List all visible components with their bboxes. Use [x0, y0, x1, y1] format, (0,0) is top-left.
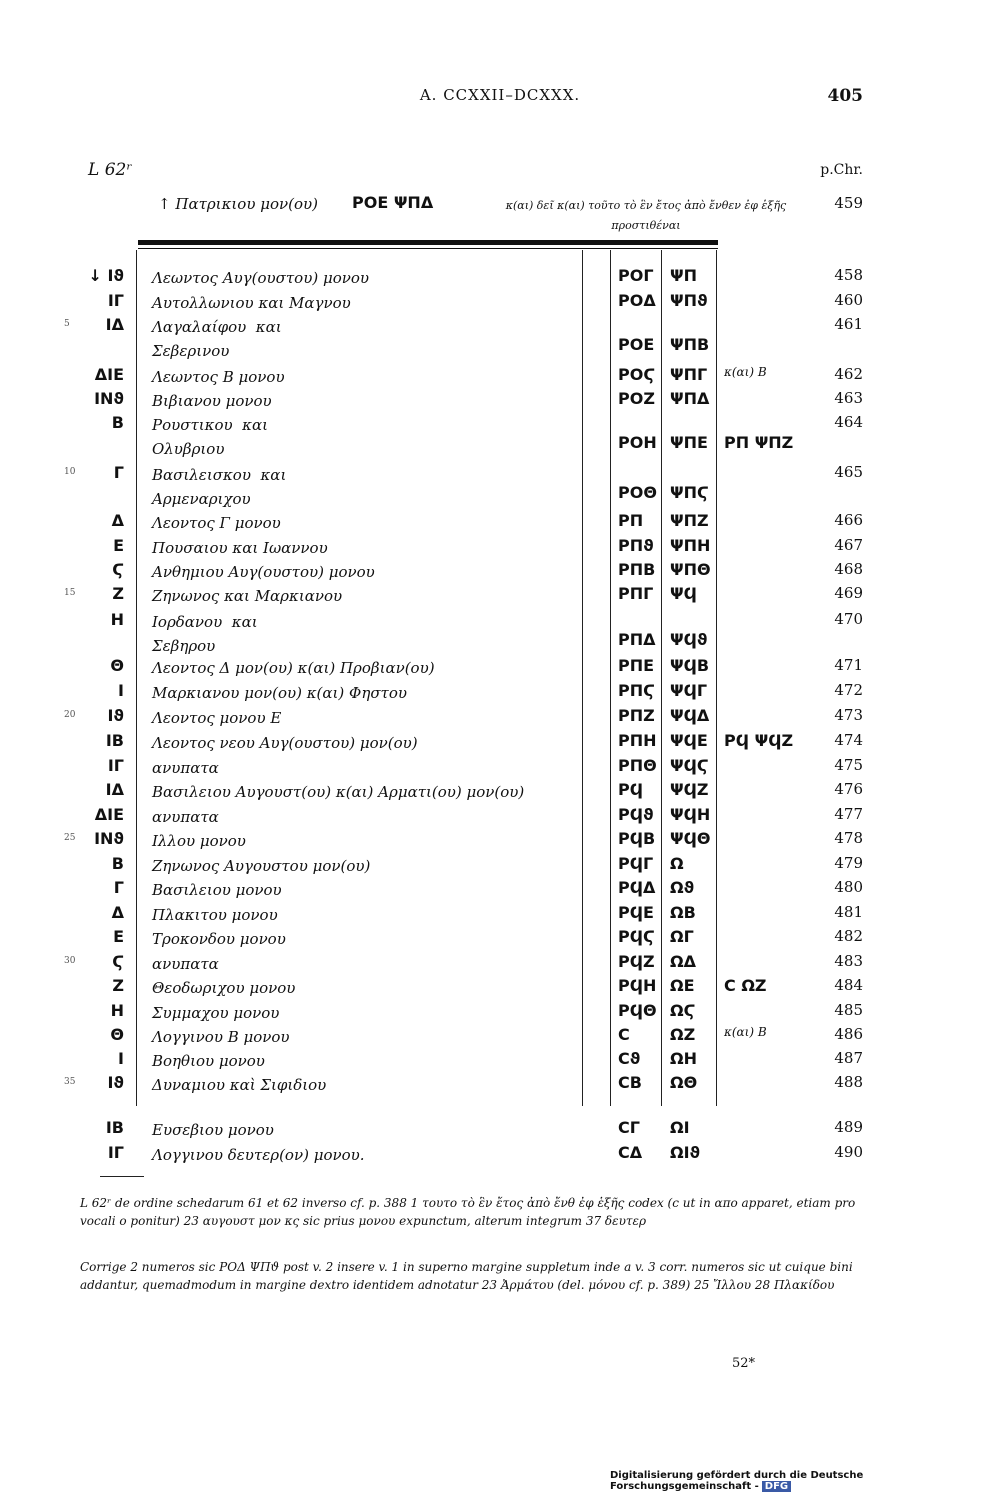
- year-era: ΨϤΘ: [670, 829, 711, 848]
- year-alexandrian: ΡΟΖ: [618, 389, 655, 408]
- christian-year: 475: [834, 756, 863, 774]
- year-era: ΨϤΔ: [670, 706, 710, 725]
- year-era: ΨϤΕ: [670, 731, 708, 750]
- year-era: ΨϤϑ: [670, 630, 708, 649]
- year-alexandrian: Ϲ: [618, 1025, 630, 1044]
- margin-note: κ(αι) Β: [724, 1025, 767, 1039]
- indiction: Θ: [110, 656, 124, 675]
- consul-names: Πλακιτου μονου: [152, 906, 278, 924]
- year-era: ΩΘ: [670, 1073, 698, 1092]
- christian-year: 477: [834, 805, 863, 823]
- consul-names: Ιλλου μονου: [152, 832, 246, 850]
- column-divider: [582, 250, 583, 1106]
- year-alexandrian: ΡϤΔ: [618, 878, 656, 897]
- christian-year: 474: [834, 731, 863, 749]
- indiction: ΙΓ: [107, 291, 124, 310]
- christian-year: 481: [834, 903, 863, 921]
- indiction: ΙΓ: [107, 1143, 124, 1162]
- year-alexandrian: ΡΟΕ: [618, 335, 655, 354]
- christian-year: 488: [834, 1073, 863, 1091]
- intro-text: Πατρικιου μον(ου): [175, 195, 318, 213]
- year-era: ΩΒ: [670, 903, 696, 922]
- year-era: ΩΗ: [670, 1049, 697, 1068]
- folio-label: L 62ʳ: [88, 160, 133, 180]
- christian-year: 463: [834, 389, 863, 407]
- consul-names: Ιορδανου και Σεβηρου: [152, 613, 258, 655]
- year-era: ΨΠΓ: [670, 365, 708, 384]
- year-alexandrian: ΡϤΖ: [618, 952, 655, 971]
- year-era: ΨϤΖ: [670, 780, 709, 799]
- year-alexandrian: ΡΠΓ: [618, 584, 654, 603]
- indiction: Ζ: [112, 976, 124, 995]
- indiction: Γ: [113, 878, 124, 897]
- indiction: ↓ Ιϑ: [88, 266, 124, 285]
- indiction: Δ: [111, 903, 124, 922]
- consul-names: Συμμαχου μονου: [152, 1004, 280, 1022]
- consul-names: Αυτολλωνιου και Μαγνου: [152, 294, 351, 312]
- christian-year: 467: [834, 536, 863, 554]
- year-alexandrian: ΡΟϚ: [618, 365, 656, 384]
- year-era: ΨΠΘ: [670, 560, 711, 579]
- year-era: ΩΕ: [670, 976, 695, 995]
- indiction: ΙΔ: [105, 780, 124, 799]
- line-number: 20: [64, 710, 76, 720]
- consul-names: Πουσαιου και Ιωαννου: [152, 539, 328, 557]
- christian-year: 480: [834, 878, 863, 896]
- consul-names: Βοηθιου μονου: [152, 1052, 265, 1070]
- consul-names: ανυπατα: [152, 955, 219, 973]
- indiction: ΙΓ: [107, 756, 124, 775]
- consul-names: Λογγινου δευτερ(ον) μονου.: [152, 1146, 365, 1164]
- year-era: ΨΠΖ: [670, 511, 709, 530]
- consul-names: Βιβιανου μονου: [152, 392, 272, 410]
- margin-note: ΡΠ ΨΠΖ: [724, 433, 794, 452]
- line-number: 25: [64, 833, 76, 843]
- christian-year: 487: [834, 1049, 863, 1067]
- consul-names: Τροκονδου μονου: [152, 930, 286, 948]
- indiction: ΔΙΕ: [94, 365, 124, 384]
- footnote-separator: [100, 1176, 144, 1177]
- year-era: ΨϤ: [670, 584, 697, 603]
- consul-names: Λεοντος νεου Αυγ(ουστου) μον(ου): [152, 734, 418, 752]
- year-alexandrian: ΡϤϑ: [618, 805, 654, 824]
- christian-year: 472: [834, 681, 863, 699]
- year-era: ΨΠΔ: [670, 389, 710, 408]
- year-era: Ωϑ: [670, 878, 695, 897]
- consul-names: Λεοντος μονου Ε: [152, 709, 282, 727]
- consul-names: Βασιλεισκου και Αρμεναριχου: [152, 466, 287, 508]
- christian-year: 466: [834, 511, 863, 529]
- christian-year: 485: [834, 1001, 863, 1019]
- christian-year: 479: [834, 854, 863, 872]
- column-divider: [610, 250, 611, 1106]
- indiction: ΙΒ: [105, 731, 124, 750]
- footnote-apparatus: L 62ʳ de ordine schedarum 61 et 62 inverso cf. p. 388 1 τουτο τὸ ἓν ἔτος ἀπὸ ἔνθ ἐφ ἑξῆς codex (ϲ ut in απο apparet, etiam pro vocali o ponitur) 23 αυγουστ μον κς sic prius μονου expunctum, alterum integrum 37 δευτερ: [80, 1196, 856, 1228]
- line-number: 30: [64, 956, 76, 966]
- indiction: ΔΙΕ: [94, 805, 124, 824]
- christian-year: 460: [834, 291, 863, 309]
- year-era: ΨΠΗ: [670, 536, 711, 555]
- year-alexandrian: ΡϤΓ: [618, 854, 654, 873]
- consul-names: Βασιλειου μονου: [152, 881, 282, 899]
- indiction: Γ: [113, 463, 124, 482]
- year-alexandrian: ΡΟΓ: [618, 266, 654, 285]
- year-alexandrian: ΡΠΗ: [618, 731, 657, 750]
- dfg-logo: DFG: [762, 1481, 791, 1492]
- indiction: ΙΔ: [105, 315, 124, 334]
- column-divider: [661, 250, 662, 1106]
- indiction: Η: [110, 1001, 124, 1020]
- year-alexandrian: Ϲϑ: [618, 1049, 641, 1068]
- consul-names: Δυναμιου καὶ Σιφιδιου: [152, 1076, 327, 1094]
- year-alexandrian: ΡΟΔ: [618, 291, 656, 310]
- line-number: 15: [64, 588, 76, 598]
- christian-year: 483: [834, 952, 863, 970]
- indiction: Β: [111, 413, 124, 432]
- consul-names: ανυπατα: [152, 759, 219, 777]
- consul-names: Λεοντος Γ μονου: [152, 514, 281, 532]
- year-alexandrian: ΡϤΕ: [618, 903, 654, 922]
- year-era: ΩΙϑ: [670, 1143, 701, 1162]
- margin-note: κ(αι) Β: [724, 365, 767, 379]
- year-era: ΨϤΒ: [670, 656, 710, 675]
- christian-year: 464: [834, 413, 863, 431]
- year-alexandrian: ΡϤ: [618, 780, 644, 799]
- christian-year: 465: [834, 463, 863, 481]
- year-alexandrian: ϹΔ: [618, 1143, 643, 1162]
- indiction: Ϛ: [112, 560, 124, 579]
- indiction: Θ: [110, 1025, 124, 1044]
- christian-year: 468: [834, 560, 863, 578]
- consul-names: ανυπατα: [152, 808, 219, 826]
- consul-names: Λογγινου Β μονου: [152, 1028, 290, 1046]
- indiction: Ι: [118, 1049, 124, 1068]
- year-era: ΨΠ: [670, 266, 697, 285]
- margin-note: ΡϤ ΨϤΖ: [724, 731, 794, 750]
- year-era: ΨϤΓ: [670, 681, 708, 700]
- up-arrow-icon: ↑: [158, 195, 171, 213]
- year-alexandrian: ΡΠϑ: [618, 536, 654, 555]
- year-era: Ω: [670, 854, 684, 873]
- year-era: ΩΔ: [670, 952, 696, 971]
- column-divider: [136, 250, 137, 1106]
- year-alexandrian: ΡϤϚ: [618, 927, 655, 946]
- christian-year: 469: [834, 584, 863, 602]
- indiction: Δ: [111, 511, 124, 530]
- year-alexandrian: ΡϤΒ: [618, 829, 656, 848]
- christian-year: 471: [834, 656, 863, 674]
- year-era: ΩΖ: [670, 1025, 696, 1044]
- table-rule-thick: [138, 240, 718, 245]
- year-alexandrian: ΡΠϚ: [618, 681, 655, 700]
- christian-year: 478: [834, 829, 863, 847]
- year-era: ΨΠϑ: [670, 291, 708, 310]
- year-era: ΨΠϚ: [670, 483, 709, 502]
- year-alexandrian: ϹΒ: [618, 1073, 642, 1092]
- intro-line: [158, 195, 318, 213]
- header-page-number: 405: [827, 86, 863, 106]
- table-rule-thin: [138, 248, 718, 249]
- year-era: ΨΠΕ: [670, 433, 708, 452]
- christian-year: 486: [834, 1025, 863, 1043]
- christian-year: 470: [834, 610, 863, 628]
- year-alexandrian: ΡΠΖ: [618, 706, 655, 725]
- consul-names: Λεωντος Αυγ(ουστου) μονου: [152, 269, 370, 287]
- running-title: A. CCXXII–DCXXX.: [419, 86, 581, 104]
- indiction: ΙΝϑ: [94, 829, 124, 848]
- consul-names: Ανθημιου Αυγ(ουστου) μονου: [152, 563, 375, 581]
- line-number: 5: [64, 319, 70, 329]
- year-era: ΩΓ: [670, 927, 694, 946]
- christian-year: 476: [834, 780, 863, 798]
- christian-year: 462: [834, 365, 863, 383]
- year-era: ΨϤϚ: [670, 756, 709, 775]
- indiction: Ε: [113, 536, 124, 555]
- footnote-corrections: Corrige 2 numeros sic ΡΟΔ ΨΠϑ post v. 2 insere v. 1 in superno margine suppletum inde a v. 3 corr. numeros sic ut cuique bini addantur, quemadmodum in margine dextro identidem adnotatur 23 Ἀρμάτου (del. μόνου cf. p. 389) 25 Ἴλλου 28 Πλακίδου: [80, 1260, 853, 1292]
- year-alexandrian: ΡϤΗ: [618, 976, 657, 995]
- consul-names: Βασιλειου Αυγουστ(ου) κ(αι) Αρματι(ου) μον(ου): [152, 783, 525, 801]
- christian-year: 461: [834, 315, 863, 333]
- year-alexandrian: ΡΠΘ: [618, 756, 657, 775]
- christian-year: 489: [834, 1118, 863, 1136]
- indiction: Ζ: [112, 584, 124, 603]
- indiction: ΙΒ: [105, 1118, 124, 1137]
- bottom-page-number: 52*: [732, 1356, 756, 1371]
- year-era: ΨϤΗ: [670, 805, 711, 824]
- era-label: p.Chr.: [820, 162, 863, 178]
- column-divider: [716, 250, 717, 1106]
- year-alexandrian: ΡΠΒ: [618, 560, 656, 579]
- credit-text: Digitalisierung gefördert durch die Deutsche Forschungsgemeinschaft -: [610, 1470, 864, 1492]
- christian-year: 473: [834, 706, 863, 724]
- indiction: Β: [111, 854, 124, 873]
- digitization-credit: [610, 1470, 1000, 1492]
- indiction: Ιϑ: [107, 1073, 124, 1092]
- indiction: Ϛ: [112, 952, 124, 971]
- year-era: ΩΙ: [670, 1118, 690, 1137]
- year-alexandrian: ΡΟΘ: [618, 483, 657, 502]
- indiction: Ιϑ: [107, 706, 124, 725]
- line-number: 35: [64, 1077, 76, 1087]
- line-number: 10: [64, 467, 76, 477]
- christian-year: 482: [834, 927, 863, 945]
- year-alexandrian: ΡΟΗ: [618, 433, 657, 452]
- consul-names: Θεοδωριχου μονου: [152, 979, 296, 997]
- year-era: ΩϚ: [670, 1001, 696, 1020]
- year-alexandrian: ΡΠ: [618, 511, 644, 530]
- year-alexandrian: ϹΓ: [618, 1118, 640, 1137]
- consul-names: Λεωντος Β μονου: [152, 368, 285, 386]
- year-era: ΨΠΒ: [670, 335, 710, 354]
- indiction: ΙΝϑ: [94, 389, 124, 408]
- year-alexandrian: ΡϤΘ: [618, 1001, 657, 1020]
- indiction: Ε: [113, 927, 124, 946]
- consul-names: Ρουστικου και Ολυβριου: [152, 416, 269, 458]
- christian-year: 490: [834, 1143, 863, 1161]
- consul-names: Ζηνωνος Αυγουστου μον(ου): [152, 857, 371, 875]
- christian-year: 484: [834, 976, 863, 994]
- christian-year: 458: [834, 266, 863, 284]
- indiction: Ι: [118, 681, 124, 700]
- consul-names: Λαγαλαίφου και Σεβερινου: [152, 318, 282, 360]
- intro-numbers: ΡΟΕ ΨΠΔ: [352, 193, 434, 212]
- intro-note: κ(αι) δεῖ κ(αι) τοῦτο τὸ ἓν ἔτος ἀπὸ ἔνθεν ἐφ ἑξῆς προστιθέναι: [505, 199, 787, 232]
- year-alexandrian: ΡΠΕ: [618, 656, 655, 675]
- intro-year: 459: [834, 194, 863, 212]
- consul-names: Μαρκιανου μον(ου) κ(αι) Φηστου: [152, 684, 407, 702]
- consul-names: Λεοντος Δ μον(ου) κ(αι) Προβιαν(ου): [152, 659, 435, 677]
- consul-names: Ζηνωνος και Μαρκιανου: [152, 587, 343, 605]
- margin-note: Ϲ ΩΖ: [724, 976, 767, 995]
- indiction: Η: [110, 610, 124, 629]
- consul-names: Ευσεβιου μονου: [152, 1121, 274, 1139]
- year-alexandrian: ΡΠΔ: [618, 630, 656, 649]
